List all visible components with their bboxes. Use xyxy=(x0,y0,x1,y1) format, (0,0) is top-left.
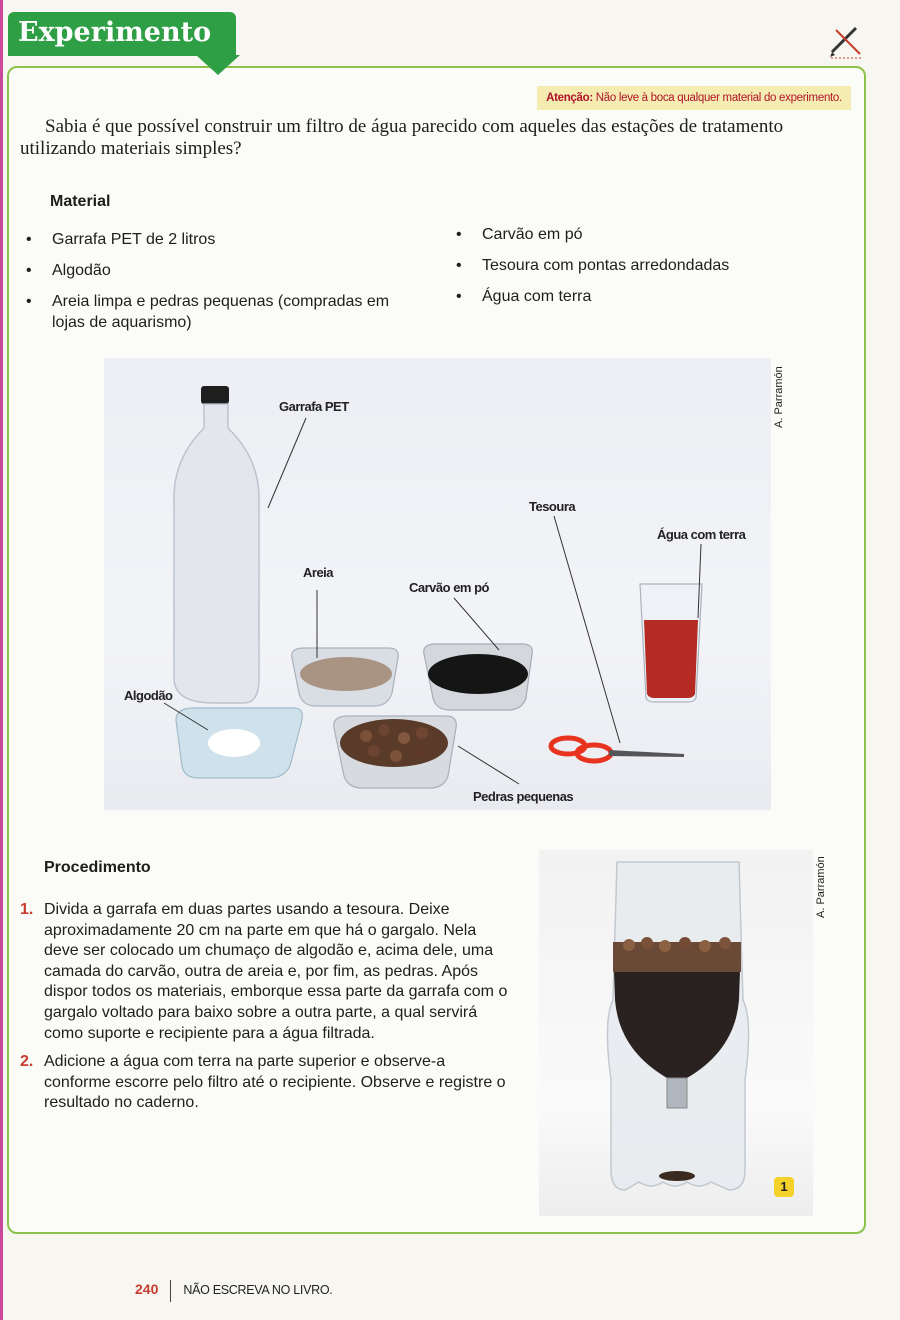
water-glass xyxy=(640,584,702,702)
label-pet-bottle: Garrafa PET xyxy=(279,399,349,414)
pencil-crossed-icon xyxy=(826,20,866,60)
material-item: • Água com terra xyxy=(452,286,852,307)
label-cotton: Algodão xyxy=(124,688,173,703)
label-scissors: Tesoura xyxy=(529,499,576,514)
step-text: Adicione a água com terra na parte superior e observe-a conforme escorre pelo filtro até o recipiente. Observe e registre o resultado no caderno. xyxy=(44,1053,506,1112)
material-item: • Garrafa PET de 2 litros xyxy=(22,229,422,250)
material-item: • Tesoura com pontas arredondadas xyxy=(452,255,852,276)
header-title: Experimento xyxy=(18,17,212,48)
charcoal-bowl xyxy=(424,644,533,710)
material-item: • Algodão xyxy=(22,260,422,281)
step-text: Divida a garrafa em duas partes usando a tesoura. Deixe aproximadamente 20 cm na parte em que há o gargalo. Nela deve ser colocado um chumaço de algodão e, acima dele, uma camada do carvão, outra de areia e, por fim, as pedras. Após dispor todos os materiais, emborque essa parte da garrafa com o gargalo voltado para baixo sobre a outra parte, a qual servirá como suporte e recipiente para a água filtrada. xyxy=(44,901,508,1042)
photo-credit: A. Parramón xyxy=(773,366,785,428)
step-number: 2. xyxy=(20,1053,34,1071)
material-item: • Areia limpa e pedras pequenas (compradas em lojas de aquarismo) xyxy=(22,291,422,333)
attention-note xyxy=(537,86,851,110)
label-water: Água com terra xyxy=(657,527,746,542)
experiment-header xyxy=(8,12,236,56)
figure-number-badge: 1 xyxy=(774,1177,794,1197)
pet-bottle xyxy=(174,386,259,703)
label-stones: Pedras pequenas xyxy=(473,789,574,804)
page-footer xyxy=(135,1278,332,1300)
material-title: Material xyxy=(50,193,111,210)
label-charcoal: Carvão em pó xyxy=(409,580,489,595)
attention-text: Não leve à boca qualquer material do experimento. xyxy=(595,92,842,104)
procedure-step xyxy=(20,1052,515,1114)
material-list-left xyxy=(22,229,422,343)
materials-photo xyxy=(104,358,771,810)
scissors xyxy=(551,738,684,761)
label-sand: Areia xyxy=(303,565,334,580)
step-number: 1. xyxy=(20,901,34,918)
margin-rule xyxy=(0,0,3,1320)
procedure-step xyxy=(20,900,515,1044)
photo-credit-second: A. Parramón xyxy=(815,856,827,918)
filter-photo xyxy=(539,850,813,1216)
cotton-bowl xyxy=(176,708,302,778)
material-list-right xyxy=(452,224,852,317)
stones-bowl xyxy=(334,716,457,788)
footer-note: NÃO ESCREVA NO LIVRO. xyxy=(183,1283,333,1297)
sand-bowl xyxy=(292,648,399,706)
procedure-title: Procedimento xyxy=(44,859,151,876)
page-number: 240 xyxy=(135,1281,159,1297)
procedure-steps xyxy=(20,900,515,1122)
intro-question: Sabia é que possível construir um filtro de água parecido com aqueles das estações de tratamento utilizando materiais simples? xyxy=(20,116,784,159)
material-item: • Carvão em pó xyxy=(452,224,852,245)
footer-separator xyxy=(170,1280,171,1302)
header-notch xyxy=(196,55,240,75)
attention-label: Atenção: xyxy=(546,92,593,104)
